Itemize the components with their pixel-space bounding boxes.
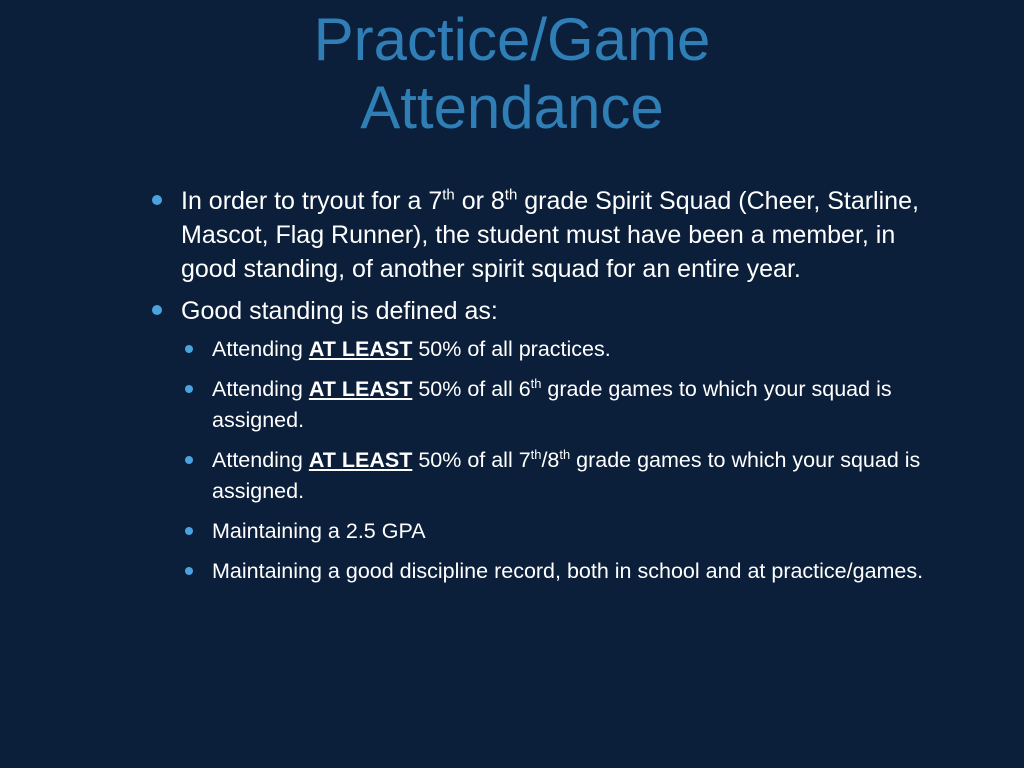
- emphasis-at-least: AT LEAST: [308, 337, 413, 361]
- bullet-dot-icon: [152, 305, 162, 315]
- superscript: th: [530, 446, 542, 462]
- sub-bullet-text: Maintaining a 2.5 GPA: [212, 519, 426, 543]
- slide-body: [150, 184, 950, 596]
- bullet-text: grade Spirit Squad (Cheer, Starline, Mascot, Flag Runner), the student must have been a member, in good standing, of another spirit squad for an entire year.: [181, 187, 919, 283]
- bullet-list: [150, 184, 950, 587]
- superscript: th: [442, 186, 455, 204]
- sub-bullet-dot-icon: [185, 527, 193, 535]
- sub-bullet-text: grade games to which your squad is assigned.: [212, 448, 921, 503]
- bullet-dot-icon: [152, 195, 162, 205]
- sub-bullet-text: grade games to which your squad is assigned.: [212, 377, 892, 432]
- superscript: th: [504, 186, 518, 204]
- sub-bullet-6th-games: [179, 374, 950, 436]
- sub-bullet-7th-8th-games: [179, 445, 950, 507]
- sub-bullet-text: 50% of all 6: [412, 377, 531, 401]
- bullet-text: Good standing is defined as:: [181, 297, 498, 325]
- good-standing-sublist: [179, 334, 950, 587]
- sub-bullet-text: /8: [541, 448, 560, 472]
- superscript: th: [530, 375, 542, 391]
- bullet-tryout-requirement: [150, 184, 950, 286]
- sub-bullet-discipline: [179, 556, 950, 587]
- sub-bullet-text: 50% of all 7: [412, 448, 531, 472]
- sub-bullet-gpa: [179, 516, 950, 547]
- sub-bullet-dot-icon: [185, 456, 193, 464]
- sub-bullet-text: Maintaining a good discipline record, both in school and at practice/games.: [212, 559, 924, 583]
- emphasis-at-least: AT LEAST: [308, 377, 413, 401]
- bullet-text: or 8: [454, 187, 505, 215]
- sub-bullet-dot-icon: [185, 345, 193, 353]
- bullet-text: In order to tryout for a 7: [181, 187, 443, 215]
- sub-bullet-text: Attending: [212, 337, 309, 361]
- superscript: th: [559, 446, 571, 462]
- sub-bullet-text: Attending: [212, 448, 309, 472]
- sub-bullet-text: Attending: [212, 377, 309, 401]
- emphasis-at-least: AT LEAST: [308, 448, 413, 472]
- bullet-good-standing: [150, 294, 950, 587]
- title-line-1: Practice/Game: [313, 6, 711, 73]
- sub-bullet-text: 50% of all practices.: [412, 337, 611, 361]
- sub-bullet-dot-icon: [185, 385, 193, 393]
- title-line-2: Attendance: [360, 74, 664, 141]
- sub-bullet-dot-icon: [185, 567, 193, 575]
- slide-title: [0, 6, 1024, 142]
- sub-bullet-practices: [179, 334, 950, 365]
